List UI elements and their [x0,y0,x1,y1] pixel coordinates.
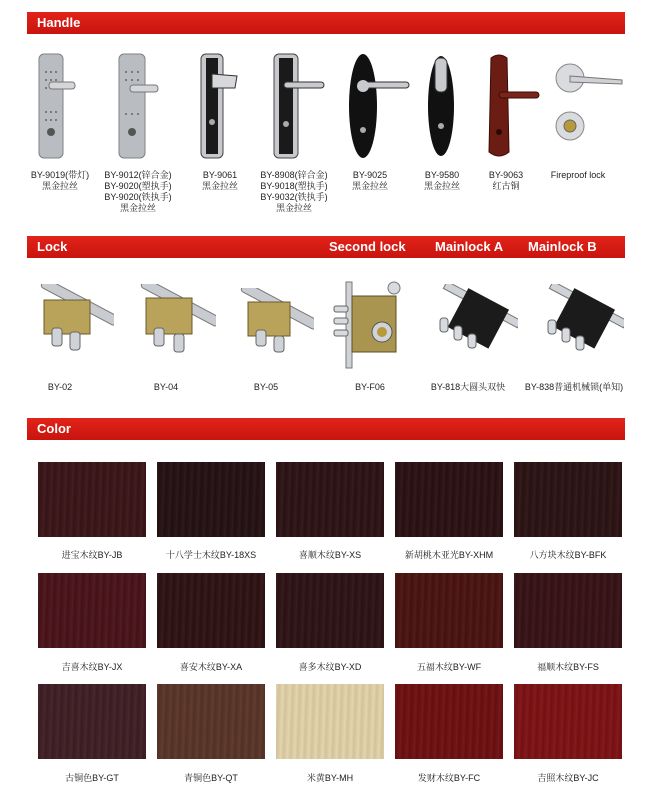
color-swatch [276,684,384,759]
color-swatch-label: 吉喜木纹BY-JX [61,662,123,672]
handle-by9580-caption: BY-9580 黑金拉丝 [423,170,460,191]
lock-by838-caption: BY-838普通机械锁(单知) [524,382,624,392]
lock-by02-caption: BY-02 [47,382,73,392]
color-swatch [157,684,265,759]
color-swatch-label: 十八学士木纹BY-18XS [165,550,257,560]
color-swatch [38,684,146,759]
color-swatch-label: 喜顺木纹BY-XS [298,550,362,560]
color-swatch [38,573,146,648]
handle-by9025-caption: BY-9025 黑金拉丝 [351,170,388,191]
color-swatch-label: 八方块木纹BY-BFK [529,550,607,560]
handle-fireproof-caption: Fireproof lock [550,170,606,180]
color-swatch [157,462,265,537]
lock-byf06-caption: BY-F06 [355,382,385,392]
color-section-bar [27,418,625,440]
color-swatch-label: 福顺木纹BY-FS [537,662,599,672]
lock-by02-image [22,284,114,364]
color-swatch-label: 喜多木纹BY-XD [298,662,362,672]
lock-by05-image [222,288,314,364]
color-section-title: Color [37,421,71,436]
color-swatch-label: 发财木纹BY-FC [417,773,481,783]
color-swatch-label: 吉照木纹BY-JC [537,773,599,783]
lock-by04-caption: BY-04 [153,382,179,392]
color-swatch-label: 五福木纹BY-WF [416,662,482,672]
color-swatch [514,573,622,648]
handle-by9580-image [425,52,465,162]
color-swatch-label: 米黄BY-MH [306,773,354,783]
handle-by9019-caption: BY-9019(带灯) 黑金拉丝 [30,170,90,191]
color-swatch [514,462,622,537]
color-swatch [395,462,503,537]
lock-byf06-image [326,276,410,370]
color-swatch [276,573,384,648]
color-swatch-label: 青铜色BY-QT [184,773,238,783]
color-swatch [38,462,146,537]
handle-by9061-caption: BY-9061 黑金拉丝 [201,170,238,191]
color-swatch-label: 进宝木纹BY-JB [61,550,123,560]
handle-section-title: Handle [37,15,81,30]
mainlock-a-title: Mainlock A [435,239,504,254]
color-swatch-label: 古铜色BY-GT [65,773,119,783]
color-swatch-label: 喜安木纹BY-XA [179,662,243,672]
color-swatch [514,684,622,759]
handle-fireproof-image [552,60,626,144]
color-swatch-label: 新胡桃木亚光BY-XHM [404,550,494,560]
color-swatch [276,462,384,537]
lock-by838-image [532,284,624,364]
handle-by9063-image [483,52,543,162]
second-lock-title: Second lock [329,239,406,254]
handle-by9063-caption: BY-9063 红古铜 [488,170,524,191]
handle-by8908-caption: BY-8908(锌合金) BY-9018(塑执手) BY-9032(铁执手) 黑金拉丝 [260,170,328,213]
handle-section-bar [27,12,625,34]
color-swatch [395,684,503,759]
lock-by818-caption: BY-818大圆头双快 [430,382,506,392]
color-swatch [157,573,265,648]
handle-by9025-image [347,52,411,162]
color-swatch [395,573,503,648]
lock-by05-caption: BY-05 [253,382,279,392]
lock-by04-image [122,284,216,364]
handle-by9012-image [116,52,160,162]
lock-section-bar [27,236,625,258]
handle-by9012-caption: BY-9012(锌合金) BY-9020(塑执手) BY-9020(铁执手) 黑金拉丝 [104,170,172,213]
lock-by818-image [426,284,518,364]
handle-by8908-image [270,52,326,162]
mainlock-b-title: Mainlock B [528,239,597,254]
handle-by9061-image [197,52,241,162]
handle-by9019-image [36,52,76,162]
lock-section-title: Lock [37,239,68,254]
